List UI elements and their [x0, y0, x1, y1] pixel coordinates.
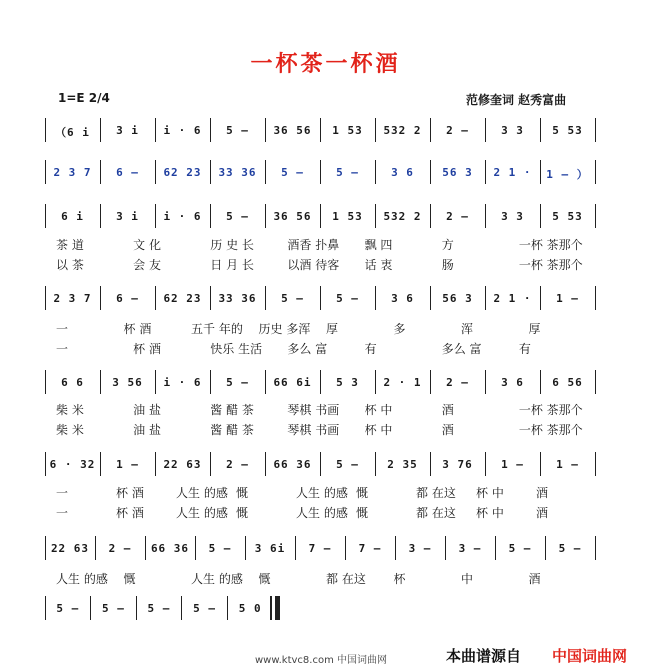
measure-notes: 532 2	[383, 124, 422, 137]
measure-notes: 22 63	[50, 542, 90, 555]
measure-notes: 62 23	[163, 292, 202, 305]
measure-notes: 2 1 ·	[493, 166, 532, 179]
measure-notes: 2 3 7	[53, 166, 92, 179]
measure	[155, 452, 210, 476]
measure	[100, 370, 155, 394]
lyric-segment: 慨	[258, 572, 271, 586]
measure-notes: 36 56	[273, 210, 312, 223]
measure-notes: 5 —	[336, 166, 359, 179]
measure	[430, 452, 485, 476]
measure	[430, 286, 485, 310]
measure	[320, 160, 375, 184]
measure-notes: 532 2	[383, 210, 422, 223]
measure-notes: 5 —	[508, 542, 532, 555]
measure-notes: 5 —	[281, 166, 304, 179]
lyric-segment: 杯 酒	[116, 486, 144, 500]
lyric-segment: 杯 中	[476, 486, 504, 500]
measure-notes: 56 3	[442, 166, 473, 179]
measure-notes: 3 6	[391, 292, 414, 305]
measure	[265, 160, 320, 184]
measure-notes: 3 56	[112, 376, 143, 389]
measure	[100, 286, 155, 310]
measure-notes: 1 — ）	[546, 168, 589, 181]
measure-notes: 5 —	[208, 542, 232, 555]
measure	[485, 452, 540, 476]
measure-notes: 1 —	[556, 292, 579, 305]
lyric-segment: 快乐 生活	[210, 342, 263, 356]
measure-notes: 2 3 7	[53, 292, 92, 305]
measure-notes: 1 —	[116, 458, 139, 471]
measure	[540, 204, 595, 228]
measure-notes: 6 56	[552, 376, 583, 389]
measure-notes: 1 53	[332, 124, 363, 137]
lyric-segment: 一	[56, 506, 69, 520]
lyric-segment: 酒	[441, 423, 454, 437]
lyric-segment: 人生 的感	[176, 486, 228, 500]
lyric-segment: 杯 中	[476, 506, 504, 520]
lyric-segment: 杯	[393, 572, 406, 586]
measure	[320, 452, 375, 476]
measure	[210, 370, 265, 394]
measure-notes: 6 —	[116, 292, 139, 305]
measure-notes: 5 53	[552, 124, 583, 137]
measure	[100, 204, 155, 228]
measure	[320, 286, 375, 310]
lyric-segment: 茶 道	[56, 238, 84, 252]
measure	[265, 118, 320, 142]
measure-notes: i · 6	[163, 376, 202, 389]
measure	[45, 596, 91, 620]
lyric-segment: 酒	[528, 572, 541, 586]
measure	[265, 204, 320, 228]
measure-notes: 6 i	[61, 210, 84, 223]
measure	[265, 286, 320, 310]
measure-notes: 7 —	[358, 542, 382, 555]
measure-notes: 1 —	[501, 458, 524, 471]
measure	[375, 452, 430, 476]
staff-line	[45, 286, 595, 310]
measure	[100, 452, 155, 476]
measure	[540, 452, 595, 476]
measure	[210, 204, 265, 228]
lyric-segment: 人生 的感	[296, 506, 348, 520]
measure	[430, 370, 485, 394]
lyric-segment: 以 茶	[56, 258, 84, 272]
measure-notes: 3 i	[116, 210, 139, 223]
measure	[540, 118, 595, 142]
lyric-segment: 多么 富	[287, 342, 328, 356]
lyric-segment: 以酒 待客	[287, 258, 340, 272]
measure	[195, 536, 245, 560]
staff-line	[45, 118, 595, 142]
final-barline	[270, 596, 280, 620]
measure-notes: 5 —	[336, 458, 359, 471]
measure	[210, 118, 265, 142]
measure	[320, 370, 375, 394]
lyric-segment: 一杯 茶那个	[518, 423, 583, 437]
measure	[45, 118, 100, 142]
measure	[540, 370, 595, 394]
lyric-segment: 柴 米	[56, 403, 84, 417]
lyric-segment: 多么 富	[441, 342, 482, 356]
measure-notes: 5 —	[226, 376, 249, 389]
measure-notes: 3 76	[442, 458, 473, 471]
measure	[375, 286, 430, 310]
lyric-segment: 多	[393, 322, 406, 336]
measure-notes: 2 —	[108, 542, 132, 555]
measure-notes: 2 35	[387, 458, 418, 471]
lyric-segment: 琴棋 书画	[287, 423, 340, 437]
lyric-segment: 中	[461, 572, 474, 586]
barline	[592, 118, 598, 142]
measure	[485, 370, 540, 394]
measure	[485, 286, 540, 310]
footer-site: www.ktvc8.com 中国词曲网	[255, 655, 388, 666]
measure-notes: 2 1 ·	[493, 292, 532, 305]
lyric-segment: 酒	[441, 403, 454, 417]
song-title: 一杯茶一杯酒	[250, 51, 401, 77]
measure-notes: 5 —	[147, 602, 171, 615]
measure-notes: 5 3	[336, 376, 359, 389]
measure-notes: i · 6	[163, 210, 202, 223]
measure-notes: 66 36	[150, 542, 190, 555]
measure-notes: 5 —	[226, 124, 249, 137]
measure-notes: 5 —	[101, 602, 125, 615]
measure-notes: 6 6	[61, 376, 84, 389]
lyric-segment: 一	[56, 486, 69, 500]
measure	[210, 452, 265, 476]
staff-line	[45, 204, 595, 228]
measure	[45, 286, 100, 310]
measure-notes: 5 53	[552, 210, 583, 223]
measure-notes: 33 36	[218, 166, 257, 179]
lyric-segment: 杯 酒	[133, 342, 161, 356]
measure	[375, 204, 430, 228]
lyric-segment: 五千 年的	[191, 322, 243, 336]
measure	[182, 596, 228, 620]
lyric-segment: 有	[518, 342, 531, 356]
measure	[445, 536, 495, 560]
barline	[592, 370, 598, 394]
lyric-segment: 人生 的感	[296, 486, 348, 500]
measure	[345, 536, 395, 560]
measure-notes: 5 —	[558, 542, 582, 555]
barline	[592, 452, 598, 476]
lyric-segment: 肠	[441, 258, 454, 272]
measure-notes: 2 —	[446, 210, 469, 223]
staff-line	[45, 452, 595, 476]
measure	[136, 596, 182, 620]
lyric-segment: 琴棋 书画	[287, 403, 340, 417]
measure-notes: 66 6i	[273, 376, 312, 389]
measure-notes: 2 —	[446, 124, 469, 137]
measure-notes: 3 6	[501, 376, 524, 389]
lyric-segment: 酒	[536, 486, 549, 500]
measure	[155, 160, 210, 184]
measure-notes: 3 3	[501, 124, 524, 137]
barline	[592, 286, 598, 310]
lyric-segment: 杯 酒	[123, 322, 152, 336]
lyric-segment: 有	[364, 342, 377, 356]
measure	[91, 596, 137, 620]
barline	[592, 536, 598, 560]
measure	[430, 118, 485, 142]
measure	[395, 536, 445, 560]
lyric-segment: 一杯 茶那个	[518, 258, 583, 272]
lyric-segment: 慨	[356, 486, 369, 500]
measure-notes: 2 —	[446, 376, 469, 389]
lyric-segment: 人生 的感	[176, 506, 228, 520]
measure	[45, 536, 95, 560]
lyric-segment: 文 化	[133, 238, 161, 252]
measure	[100, 160, 155, 184]
measure	[375, 370, 430, 394]
staff-line	[45, 370, 595, 394]
measure-notes: 33 36	[218, 292, 257, 305]
measure	[45, 452, 100, 476]
lyric-segment: 一	[56, 322, 69, 336]
lyric-segment: 酱 醋 茶	[210, 423, 254, 437]
measure-notes: 3 3	[501, 210, 524, 223]
measure	[145, 536, 195, 560]
measure-notes: 36 56	[273, 124, 312, 137]
measure	[155, 204, 210, 228]
measure	[227, 596, 273, 620]
measure	[485, 160, 540, 184]
barline	[592, 204, 598, 228]
lyric-segment: 人生 的感	[56, 572, 108, 586]
lyric-segment: 酒香 扑鼻	[287, 238, 340, 252]
lyric-segment: 飘 四	[364, 238, 393, 252]
measure	[210, 160, 265, 184]
measure-notes: 3 6	[391, 166, 414, 179]
measure	[45, 160, 100, 184]
measure	[375, 160, 430, 184]
measure-notes: 56 3	[442, 292, 473, 305]
lyric-segment: 慨	[236, 506, 249, 520]
measure-notes: 62 23	[163, 166, 202, 179]
lyric-segment: 慨	[123, 572, 136, 586]
lyric-segment: 杯 酒	[116, 506, 144, 520]
lyric-segment: 话 衷	[364, 258, 393, 272]
measure	[100, 118, 155, 142]
lyric-segment: 油 盐	[133, 423, 161, 437]
measure	[265, 370, 320, 394]
measure	[485, 118, 540, 142]
measure-notes: 5 0	[238, 602, 262, 615]
measure	[45, 204, 100, 228]
measure-notes: 5 —	[336, 292, 359, 305]
lyric-segment: 历 史 长	[210, 238, 254, 252]
staff-line	[45, 160, 595, 184]
measure	[155, 370, 210, 394]
measure-notes: 6 —	[116, 166, 139, 179]
measure	[155, 118, 210, 142]
measure-notes: 5 —	[56, 602, 80, 615]
lyric-segment: 一杯 茶那个	[518, 403, 583, 417]
footer-brand: 中国词曲网	[552, 647, 628, 665]
measure-notes: 66 36	[273, 458, 312, 471]
measure-notes: i · 6	[163, 124, 202, 137]
lyric-segment: 方	[441, 238, 454, 252]
lyric-segment: 都 在这	[416, 506, 456, 520]
lyric-segment: 杯 中	[364, 403, 393, 417]
lyric-segment: 一	[56, 342, 69, 356]
lyric-segment: 厚	[528, 322, 541, 336]
lyric-segment: 柴 米	[56, 423, 84, 437]
measure-notes: 5 —	[193, 602, 217, 615]
measure	[540, 286, 595, 310]
lyric-segment: 都 在这	[326, 572, 366, 586]
lyric-segment: 油 盐	[133, 403, 161, 417]
measure	[320, 204, 375, 228]
measure-notes: 3 —	[408, 542, 432, 555]
measure	[295, 536, 345, 560]
staff-line	[45, 536, 595, 560]
lyric-segment: 浑	[461, 322, 474, 336]
measure-notes: 6 · 32	[49, 458, 96, 471]
measure	[320, 118, 375, 142]
measure-notes: 5 —	[226, 210, 249, 223]
measure	[245, 536, 295, 560]
measure	[545, 536, 595, 560]
measure-notes: 3 i	[116, 124, 139, 137]
measure-notes: 7 —	[308, 542, 332, 555]
staff-line	[45, 596, 273, 620]
measure	[45, 370, 100, 394]
measure-notes: 5 —	[281, 292, 304, 305]
key-signature: 1=E 2/4	[58, 91, 110, 105]
lyric-segment: 酒	[536, 506, 549, 520]
lyric-segment: 厚	[326, 322, 339, 336]
lyric-segment: 杯 中	[364, 423, 393, 437]
measure-notes: 2 —	[226, 458, 249, 471]
measure	[155, 286, 210, 310]
measure-notes: 1 —	[556, 458, 579, 471]
lyric-segment: 人生 的感	[191, 572, 243, 586]
lyric-segment: 慨	[356, 506, 369, 520]
measure	[430, 160, 485, 184]
measure	[210, 286, 265, 310]
credits: 范修奎词 赵秀富曲	[466, 93, 567, 107]
measure	[485, 204, 540, 228]
lyric-segment: 慨	[236, 486, 249, 500]
measure-notes: （6 i	[55, 126, 90, 139]
lyric-segment: 历史 多浑	[258, 322, 311, 336]
measure-notes: 1 53	[332, 210, 363, 223]
measure	[495, 536, 545, 560]
measure-notes: 22 63	[163, 458, 202, 471]
lyric-segment: 都 在这	[416, 486, 456, 500]
lyric-segment: 一杯 茶那个	[518, 238, 583, 252]
measure	[540, 160, 595, 184]
measure	[430, 204, 485, 228]
lyric-segment: 日 月 长	[210, 258, 254, 272]
measure-notes: 3 6i	[254, 542, 286, 555]
lyric-segment: 酱 醋 茶	[210, 403, 254, 417]
measure	[95, 536, 145, 560]
measure	[375, 118, 430, 142]
footer-source: 本曲谱源自	[446, 647, 522, 665]
measure-notes: 2 · 1	[383, 376, 422, 389]
measure-notes: 3 —	[458, 542, 482, 555]
measure	[265, 452, 320, 476]
lyric-segment: 会 友	[133, 258, 161, 272]
barline	[592, 160, 598, 184]
